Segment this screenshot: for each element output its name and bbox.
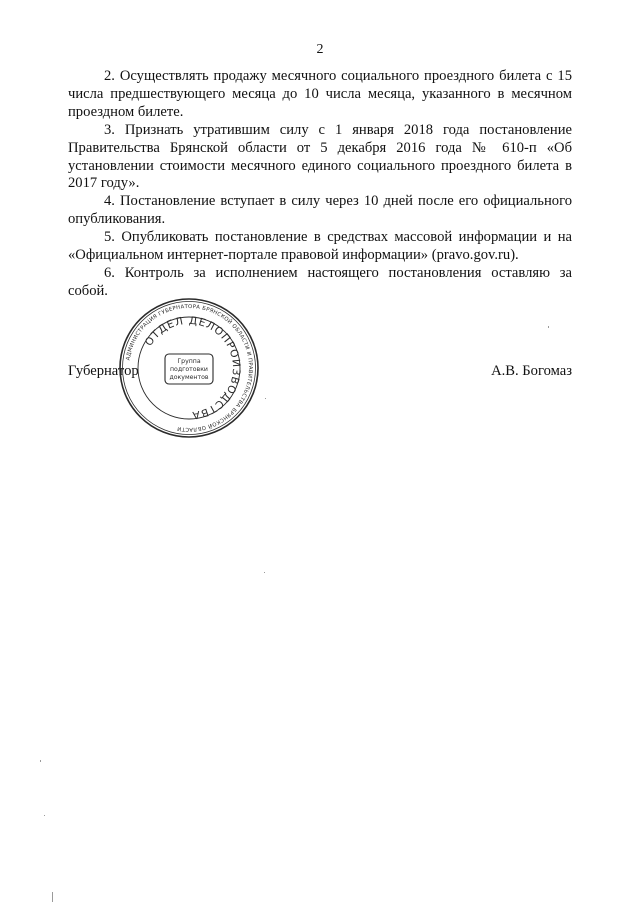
seal-center-line-1: Группа <box>177 358 201 365</box>
seal-outer-text: АДМИНИСТРАЦИЯ ГУБЕРНАТОРА БРЯНСКОЙ ОБЛАСТИ И ПРАВИТЕЛЬСТВА БРЯНСКОЙ ОБЛАСТИ <box>125 303 254 433</box>
scan-speck <box>40 760 41 762</box>
scan-speck <box>548 326 549 328</box>
document-body <box>68 68 572 301</box>
official-seal <box>118 297 260 439</box>
scan-speck <box>52 892 53 902</box>
paragraph-5: 5. Опубликовать постановление в средствах массовой информации и на «Официальном интернет-портале правовой информации» (pravo.gov.ru). <box>68 229 572 264</box>
seal-center-line-3: документов <box>169 374 209 381</box>
signature-position: Губернатор <box>68 363 139 379</box>
paragraph-6: 6. Контроль за исполнением настоящего постановления оставляю за собой. <box>68 264 572 299</box>
paragraph-3: 3. Признать утратившим силу с 1 января 2018 года постановление Правительства Брянской области от 5 декабря 2016 года № 610-п «Об установлении стоимости месячного единого социального проездного билета в 2017 году». <box>68 121 572 192</box>
page-number: 2 <box>316 42 324 57</box>
signature-name: А.В. Богомаз <box>491 363 572 379</box>
seal-inner-text: ОТДЕЛ ДЕЛОПРОИЗВОДСТВА <box>142 314 243 422</box>
scan-speck <box>265 398 266 399</box>
scan-speck <box>264 572 265 573</box>
seal-center-line-2: подготовки <box>170 366 208 373</box>
paragraph-2: 2. Осуществлять продажу месячного социального проездного билета с 15 числа предшествующего месяца до 10 числа месяца, указанного в месячном проездном билете. <box>68 68 572 120</box>
scan-speck <box>44 815 45 816</box>
paragraph-4: 4. Постановление вступает в силу через 10 дней после его официального опубликования. <box>68 193 572 228</box>
